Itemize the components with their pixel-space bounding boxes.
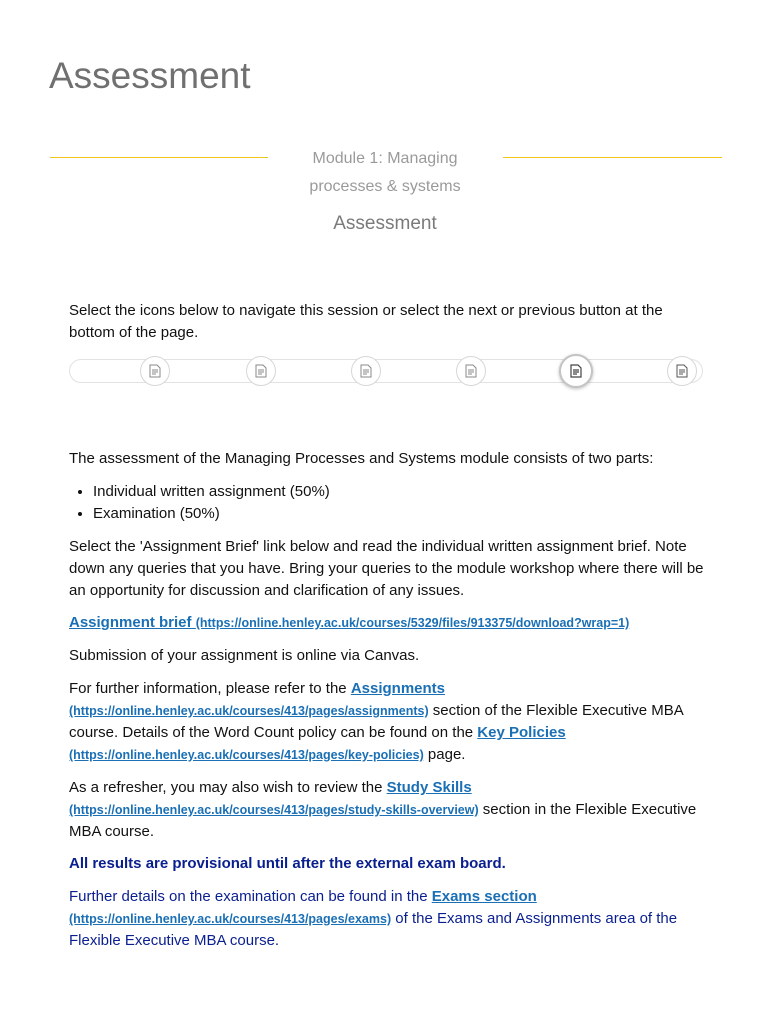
banner-divider-right <box>503 157 722 158</box>
brief-instructions: Select the 'Assignment Brief' link below and read the individual written assignment brief. Note down any queries that you have. Bring your queries to the module workshop where there will be an opportunity for discussion and clarification of any issues. <box>69 538 704 599</box>
section-title: Assessment <box>333 213 437 234</box>
assignment-brief-link-url: (https://online.henley.ac.uk/courses/5329/files/913375/download?wrap=1) <box>195 616 630 630</box>
exams-paragraph <box>69 886 709 952</box>
exams-text-before: Further details on the examination can be found in the <box>69 888 432 905</box>
further-info-text-after: page. <box>423 746 466 763</box>
navigation-intro: Select the icons below to navigate this session or select the next or previous button at the bottom of the page. <box>69 302 663 341</box>
document-icon <box>676 364 688 378</box>
session-nav-button-3[interactable] <box>351 356 381 386</box>
further-info-paragraph <box>69 678 709 766</box>
session-nav-button-6[interactable] <box>667 356 697 386</box>
assignment-brief-paragraph <box>69 612 709 634</box>
provisional-results-notice: All results are provisional until after the external exam board. <box>69 855 506 872</box>
session-nav-button-1[interactable] <box>140 356 170 386</box>
assessment-parts-list <box>69 481 330 525</box>
key-policies-link-url: (https://online.henley.ac.uk/courses/413/pages/key-policies) <box>69 748 424 762</box>
module-name <box>284 145 486 201</box>
banner-divider-left <box>50 157 268 158</box>
module-name-line-1: Module 1: Managing <box>312 150 458 167</box>
assessment-parts-intro: The assessment of the Managing Processes and Systems module consists of two parts: <box>69 450 654 467</box>
exams-section-link-url: (https://online.henley.ac.uk/courses/413/pages/exams) <box>69 912 392 926</box>
session-nav-button-4[interactable] <box>456 356 486 386</box>
document-icon <box>570 364 582 378</box>
document-icon <box>465 364 477 378</box>
exams-text-after: of the Exams and Assignments area of the Flexible Executive MBA course. <box>69 910 678 949</box>
assignment-brief-link[interactable] <box>69 614 629 631</box>
session-nav-button-5-active[interactable] <box>559 354 593 388</box>
list-item: • Examination (50%) <box>93 503 330 525</box>
assignment-brief-link-label: Assignment brief <box>69 614 192 631</box>
refresher-paragraph <box>69 777 709 843</box>
further-info-text-before: For further information, please refer to the <box>69 680 351 697</box>
list-item: • Individual written assignment (50%) <box>93 481 330 503</box>
exams-section-link-label: Exams section <box>431 888 537 905</box>
assignments-link-url: (https://online.henley.ac.uk/courses/413/pages/assignments) <box>69 704 429 718</box>
refresher-text-after: section in the Flexible Executive MBA course. <box>69 801 697 840</box>
module-name-line-2: processes & systems <box>309 178 461 195</box>
further-info-text-middle: section of the Flexible Executive MBA course. Details of the Word Count policy can be found on the <box>69 702 683 741</box>
refresher-text-before: As a refresher, you may also wish to review the <box>69 779 387 796</box>
study-skills-link-url: (https://online.henley.ac.uk/courses/413/pages/study-skills-overview) <box>69 803 479 817</box>
submission-text: Submission of your assignment is online via Canvas. <box>69 647 420 664</box>
key-policies-link-label: Key Policies <box>477 724 566 741</box>
document-icon <box>255 364 267 378</box>
document-icon <box>360 364 372 378</box>
study-skills-link-label: Study Skills <box>386 779 472 796</box>
document-icon <box>149 364 161 378</box>
session-nav-button-2[interactable] <box>246 356 276 386</box>
page-title: Assessment <box>49 55 251 96</box>
assignments-link-label: Assignments <box>350 680 446 697</box>
